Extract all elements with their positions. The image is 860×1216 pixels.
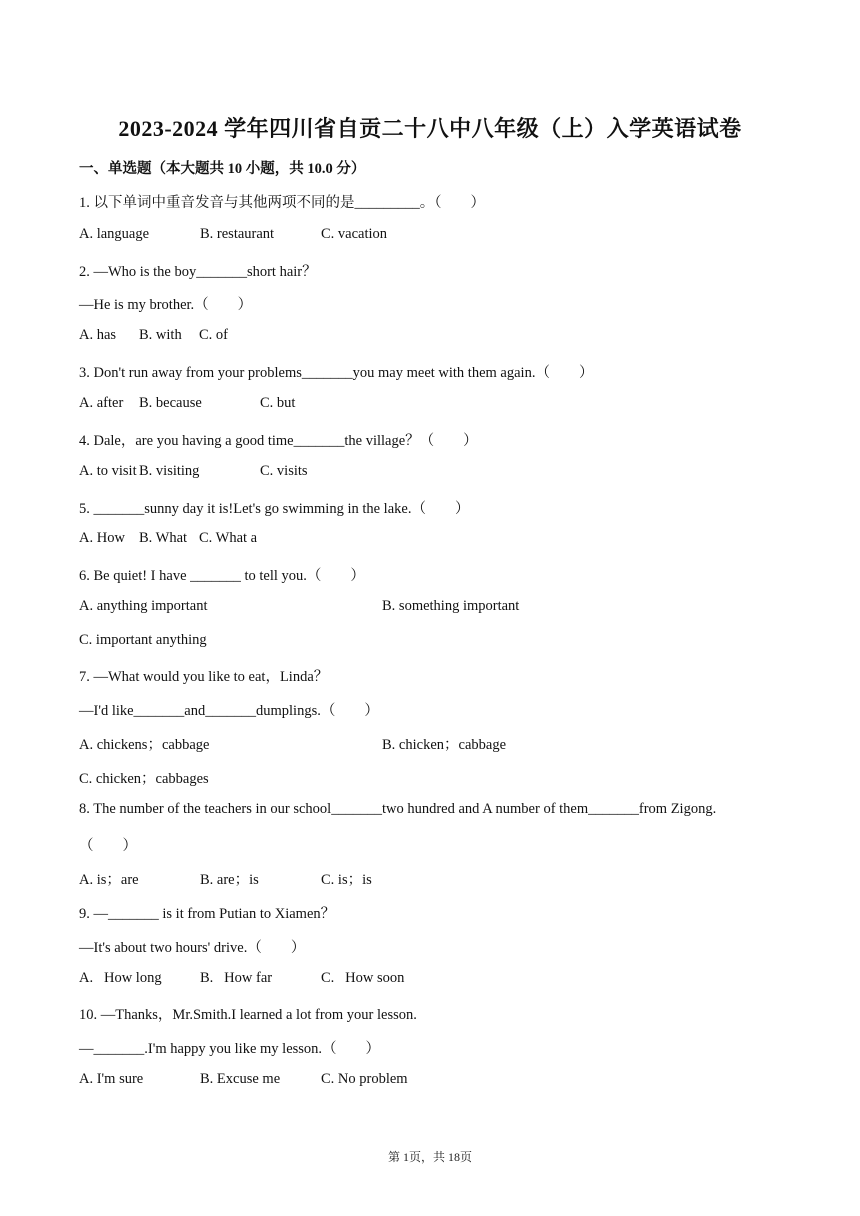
option-a: A. is；are [79, 872, 139, 888]
question-8-stem: 8. The number of the teachers in our school_______two hundred and A number of them_______from Zigong. [79, 801, 717, 817]
option-c: C. but [260, 395, 296, 411]
option-c: C. is；is [321, 872, 372, 888]
question-6-stem: 6. Be quiet! I have _______ to tell you.（ ） [79, 568, 365, 584]
section-heading: 一、单选题（本大题共 10 小题，共 10.0 分） [79, 161, 366, 177]
option-b: B. visiting [139, 463, 200, 479]
question-2-stem-continued: —He is my brother.（ ） [79, 297, 253, 313]
option-a: A. How long [79, 970, 162, 986]
option-b: B. because [139, 395, 202, 411]
option-a: A. language [79, 226, 150, 242]
option-c: C. vacation [321, 226, 388, 242]
option-a: A. after [79, 395, 124, 411]
question-7-stem: 7. —What would you like to eat，Linda？ [79, 669, 329, 685]
page-number: 第 1页，共 18页 [387, 1150, 472, 1164]
question-9-stem: 9. —_______ is it from Putian to Xiamen？ [79, 906, 336, 922]
option-c: C. visits [260, 463, 308, 479]
option-b: B. with [139, 327, 182, 343]
question-8-stem-continued: （ ） [79, 838, 137, 854]
option-c: C. No problem [321, 1071, 408, 1087]
option-a: A. has [79, 327, 117, 343]
question-3-stem: 3. Don't run away from your problems_______you may meet with them again.（ ） [79, 365, 594, 381]
option-c: C. important anything [79, 632, 207, 648]
question-10-stem: 10. —Thanks，Mr.Smith.I learned a lot from your lesson. [79, 1007, 417, 1023]
option-c: C. How soon [321, 970, 405, 986]
page-title: 2023-2024 学年四川省自贡二十八中八年级（上）入学英语试卷 [118, 116, 742, 141]
option-b: B. restaurant [200, 226, 275, 242]
option-b: B. What [139, 530, 188, 546]
question-4-stem: 4. Dale，are you having a good time_______the village？（ ） [79, 433, 478, 449]
question-9-stem-continued: —It's about two hours' drive.（ ） [79, 940, 306, 956]
option-b: B. something important [382, 598, 520, 614]
option-a: A. chickens；cabbage [79, 737, 210, 753]
option-a: A. How [79, 530, 125, 546]
option-c: C. chicken；cabbages [79, 771, 209, 787]
option-b: B. How far [200, 970, 273, 986]
option-c: C. What a [199, 530, 258, 546]
option-b: B. chicken；cabbage [382, 737, 507, 753]
option-a: A. I'm sure [79, 1071, 144, 1087]
question-5-stem: 5. _______sunny day it is!Let's go swimming in the lake.（ ） [79, 501, 470, 517]
option-b: B. are；is [200, 872, 259, 888]
question-1-stem: 1. 以下单词中重音发音与其他两项不同的是_________。（ ） [79, 195, 485, 211]
option-a: A. anything important [79, 598, 208, 614]
option-c: C. of [199, 327, 228, 343]
question-10-stem-continued: —_______.I'm happy you like my lesson.（ ） [79, 1041, 381, 1057]
question-7-stem-continued: —I'd like_______and_______dumplings.（ ） [79, 703, 379, 719]
option-a: A. to visit [79, 463, 137, 479]
option-b: B. Excuse me [200, 1071, 281, 1087]
question-2-stem: 2. —Who is the boy_______short hair？ [79, 264, 317, 280]
